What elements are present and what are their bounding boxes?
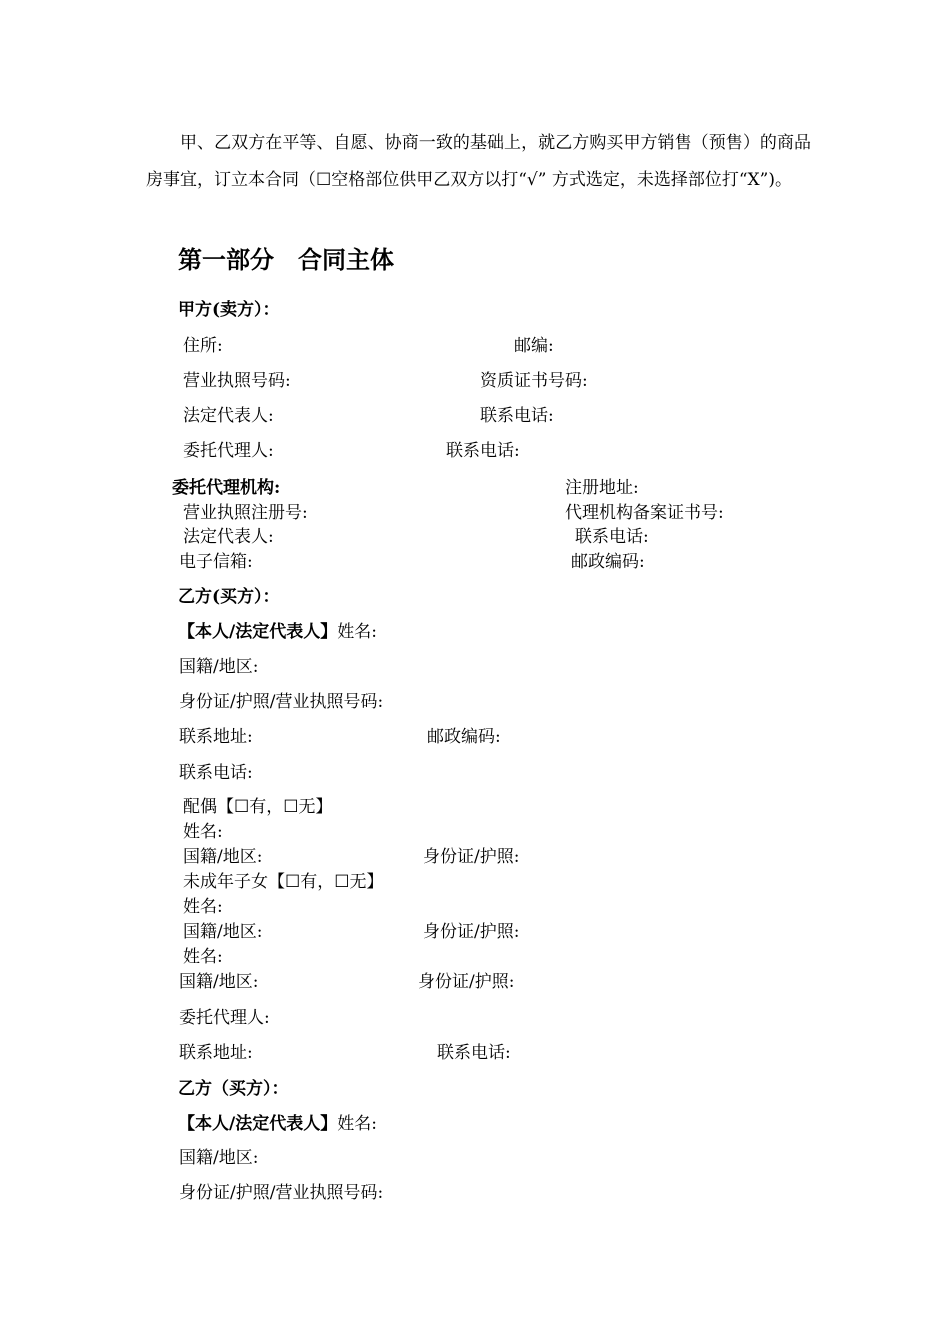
buyer1-agent-phone-label: 联系电话: — [437, 1043, 511, 1063]
agency-phone-label: 联系电话: — [575, 527, 649, 547]
buyer1-agent-address-label: 联系地址: — [179, 1043, 253, 1063]
agency-reg-address-label: 注册地址: — [565, 478, 639, 498]
buyer2-nationality-label: 国籍/地区: — [179, 1148, 259, 1168]
buyer1-minor-option: 未成年子女【☐有，☐无】 — [183, 872, 384, 892]
buyer1-minor1-nationality-label: 国籍/地区: — [183, 922, 263, 942]
buyer1-phone-label: 联系电话: — [179, 763, 253, 783]
buyer1-agent-label: 委托代理人: — [179, 1008, 270, 1028]
buyer1-minor1-id-label: 身份证/护照: — [423, 922, 520, 942]
buyer1-nationality-label: 国籍/地区: — [179, 657, 259, 677]
seller-agent-phone-label: 联系电话: — [446, 441, 520, 461]
buyer2-name-row — [178, 1116, 377, 1133]
seller-legal-rep-phone-label: 联系电话: — [480, 406, 554, 426]
part-title: 第一部分 合同主体 — [178, 246, 394, 274]
agency-postcode-label: 邮政编码: — [571, 552, 645, 572]
seller-license-label: 营业执照号码: — [183, 371, 291, 391]
buyer1-minor2-id-label: 身份证/护照: — [418, 972, 515, 992]
seller-legal-rep-label: 法定代表人: — [183, 406, 274, 426]
agency-heading: 委托代理机构: — [172, 478, 281, 498]
buyer2-name-label: 姓名: — [337, 1114, 377, 1134]
buyer1-minor2-name-label: 姓名: — [183, 947, 223, 967]
seller-qualification-label: 资质证书号码: — [480, 371, 588, 391]
buyer2-heading: 乙方（买方）： — [178, 1079, 289, 1099]
intro-paragraph — [146, 125, 811, 199]
buyer1-postcode-label: 邮政编码: — [427, 727, 501, 747]
seller-heading: 甲方(卖方）： — [178, 300, 280, 320]
seller-agent-label: 委托代理人: — [183, 441, 274, 461]
buyer1-name-row — [178, 624, 377, 641]
buyer1-heading: 乙方(买方）： — [178, 587, 280, 607]
agency-license-reg-label: 营业执照注册号: — [183, 503, 308, 523]
buyer1-spouse-nationality-label: 国籍/地区: — [183, 847, 263, 867]
buyer1-spouse-id-label: 身份证/护照: — [423, 847, 520, 867]
seller-address-label: 住所: — [183, 336, 223, 356]
buyer2-name-prefix: 【本人/法定代表人】 — [178, 1114, 338, 1134]
buyer1-id-label: 身份证/护照/营业执照号码: — [179, 692, 384, 712]
buyer1-spouse-name-label: 姓名: — [183, 822, 223, 842]
agency-legal-rep-label: 法定代表人: — [183, 527, 274, 547]
agency-email-label: 电子信箱: — [179, 552, 253, 572]
seller-postcode-label: 邮编: — [514, 336, 554, 356]
buyer2-id-label: 身份证/护照/营业执照号码: — [179, 1183, 384, 1203]
buyer1-minor2-nationality-label: 国籍/地区: — [179, 972, 259, 992]
buyer1-name-label: 姓名: — [337, 622, 377, 642]
buyer1-address-label: 联系地址: — [179, 727, 253, 747]
buyer1-name-prefix: 【本人/法定代表人】 — [178, 622, 338, 642]
buyer1-minor1-name-label: 姓名: — [183, 897, 223, 917]
buyer1-spouse-option: 配偶【☐有，☐无】 — [183, 797, 333, 817]
agency-filing-cert-label: 代理机构备案证书号: — [565, 503, 724, 523]
intro-text: 甲、乙双方在平等、自愿、协商一致的基础上，就乙方购买甲方销售（预售）的商品房事宜，订立本合同（☐空格部位供甲乙双方以打“√” 方式选定，未选择部位打“X”)。 — [146, 133, 811, 190]
